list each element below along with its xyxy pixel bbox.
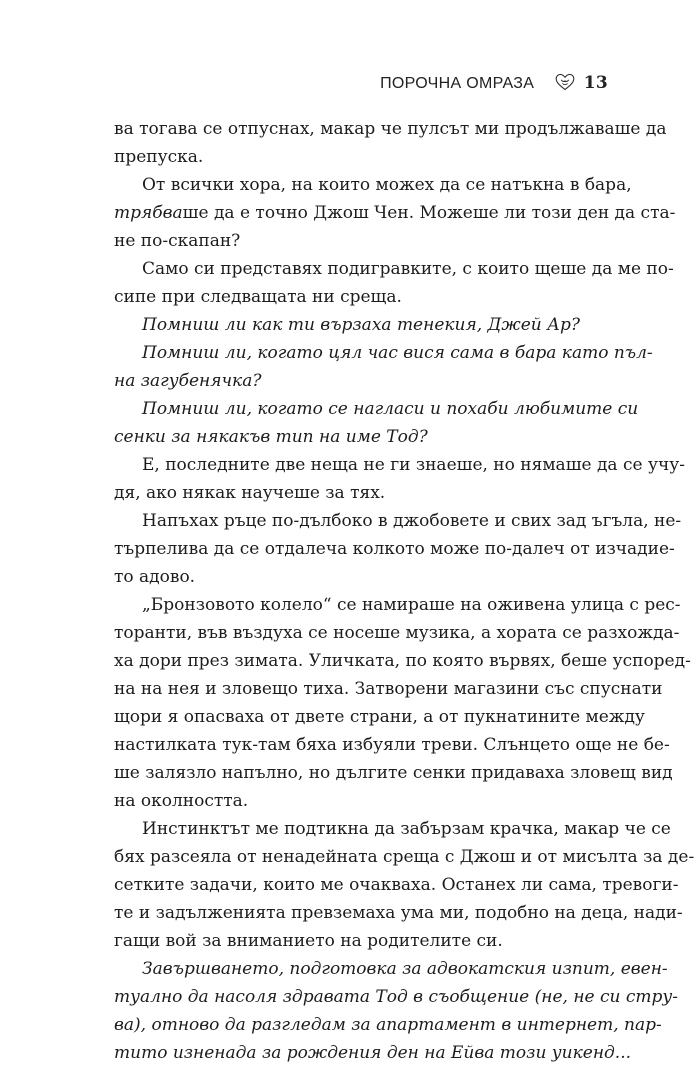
text-line [114, 675, 663, 703]
text-line [114, 367, 606, 395]
text-line [114, 647, 691, 675]
line-text: тито изненада за рождения ден на Ейва този уикенд... [114, 1043, 631, 1063]
line-text: ва тогава се отпуснах, макар че пулсът ми продължаваше да [114, 119, 667, 139]
line-text: сенки за някакъв тип на име Тод? [114, 427, 428, 447]
text-line [114, 255, 674, 283]
line-text: „Бронзовото колело“ се намираше на оживена улица с рес- [142, 595, 681, 615]
line-text: то адово. [114, 567, 196, 587]
text-line [114, 759, 673, 787]
text-line [114, 339, 653, 367]
line-text: ва), отново да разгледам за апартамент в интернет, пар- [114, 1015, 662, 1035]
text-line [114, 227, 606, 255]
text-line [114, 283, 606, 311]
line-text: Само си представях подигравките, с които щеше да ме по- [142, 259, 674, 279]
text-line [114, 479, 606, 507]
text-line [114, 535, 675, 563]
line-text: настилката тук-там бяха избуяли треви. Слънцето още не бе- [114, 735, 670, 755]
line-text: Е, последните две неща не ги знаеше, но нямаше да се учу- [142, 455, 685, 475]
line-text: Инстинктът ме подтикна да забързам крачка, макар че се [142, 819, 671, 839]
body-text [114, 115, 695, 1067]
text-line [114, 451, 685, 479]
text-line [114, 619, 680, 647]
text-line [114, 199, 676, 227]
line-text: гащи вой за вниманието на родителите си. [114, 931, 503, 951]
text-line [114, 143, 606, 171]
running-head [0, 73, 608, 93]
text-line [114, 591, 681, 619]
line-text: на околността. [114, 791, 249, 811]
line-text: Помниш ли, когато се нагласи и похаби любимите си [142, 399, 639, 419]
text-line [114, 815, 671, 843]
line-text: ше залязло напълно, но дългите сенки придаваха зловещ вид [114, 763, 673, 783]
line-text: От всички хора, на които можех да се натъкна в бара, [142, 175, 632, 195]
text-line [114, 787, 606, 815]
text-line [114, 955, 668, 983]
text-line [114, 731, 670, 759]
text-line [114, 423, 606, 451]
line-text: туално да насоля здравата Тод в съобщение (не, не си стру- [114, 987, 678, 1007]
emphasis: трябва [114, 203, 183, 223]
heart-ornament-icon [555, 73, 575, 91]
text-line [114, 507, 682, 535]
line-text: Помниш ли, когато цял час вися сама в бара като пъл- [142, 343, 653, 363]
text-line [114, 115, 667, 143]
line-text: на загубенячка? [114, 371, 262, 391]
line-text: ха дори през зимата. Уличката, по която вървях, беше успоред- [114, 651, 691, 671]
line-text: торанти, във въздуха се носеше музика, а хората се разхожда- [114, 623, 680, 643]
text-line [114, 311, 606, 339]
text-line [114, 563, 606, 591]
text-line [114, 703, 645, 731]
line-text: Завършването, подготовка за адвокатския изпит, евен- [142, 959, 668, 979]
line-text: бях разсеяла от ненадейната среща с Джош и от мисълта за де- [114, 847, 695, 867]
line-text: на на нея и зловещо тиха. Затворени магазини със спуснати [114, 679, 663, 699]
line-text: Помниш ли как ти вързаха тенекия, Джей Ар? [142, 315, 580, 335]
line-text: те и задълженията превземаха ума ми, подобно на деца, нади- [114, 903, 683, 923]
line-text: ше да е точно Джош Чен. Можеше ли този ден да ста- [182, 203, 676, 223]
line-text: не по-скапан? [114, 231, 241, 251]
line-text: дя, ако някак научеше за тях. [114, 483, 386, 503]
text-line [114, 1039, 631, 1067]
page-number: 13 [583, 73, 608, 93]
text-line [114, 171, 632, 199]
text-line [114, 1011, 662, 1039]
running-title: ПОРОЧНА ОМРАЗА [380, 75, 535, 92]
text-line [114, 927, 606, 955]
text-line [114, 899, 683, 927]
text-line [114, 983, 678, 1011]
text-line [114, 843, 695, 871]
text-line [114, 395, 639, 423]
line-text: сетките задачи, които ме очакваха. Останех ли сама, тревоги- [114, 875, 679, 895]
text-line [114, 871, 679, 899]
line-text: препуска. [114, 147, 204, 167]
line-text: търпелива да се отдалеча колкото може по-далеч от изчадие- [114, 539, 675, 559]
line-text: Напъхах ръце по-дълбоко в джобовете и свих зад ъгъла, не- [142, 511, 682, 531]
line-text: сипе при следващата ни среща. [114, 287, 402, 307]
line-text: щори я опасваха от двете страни, а от пукнатините между [114, 707, 645, 727]
